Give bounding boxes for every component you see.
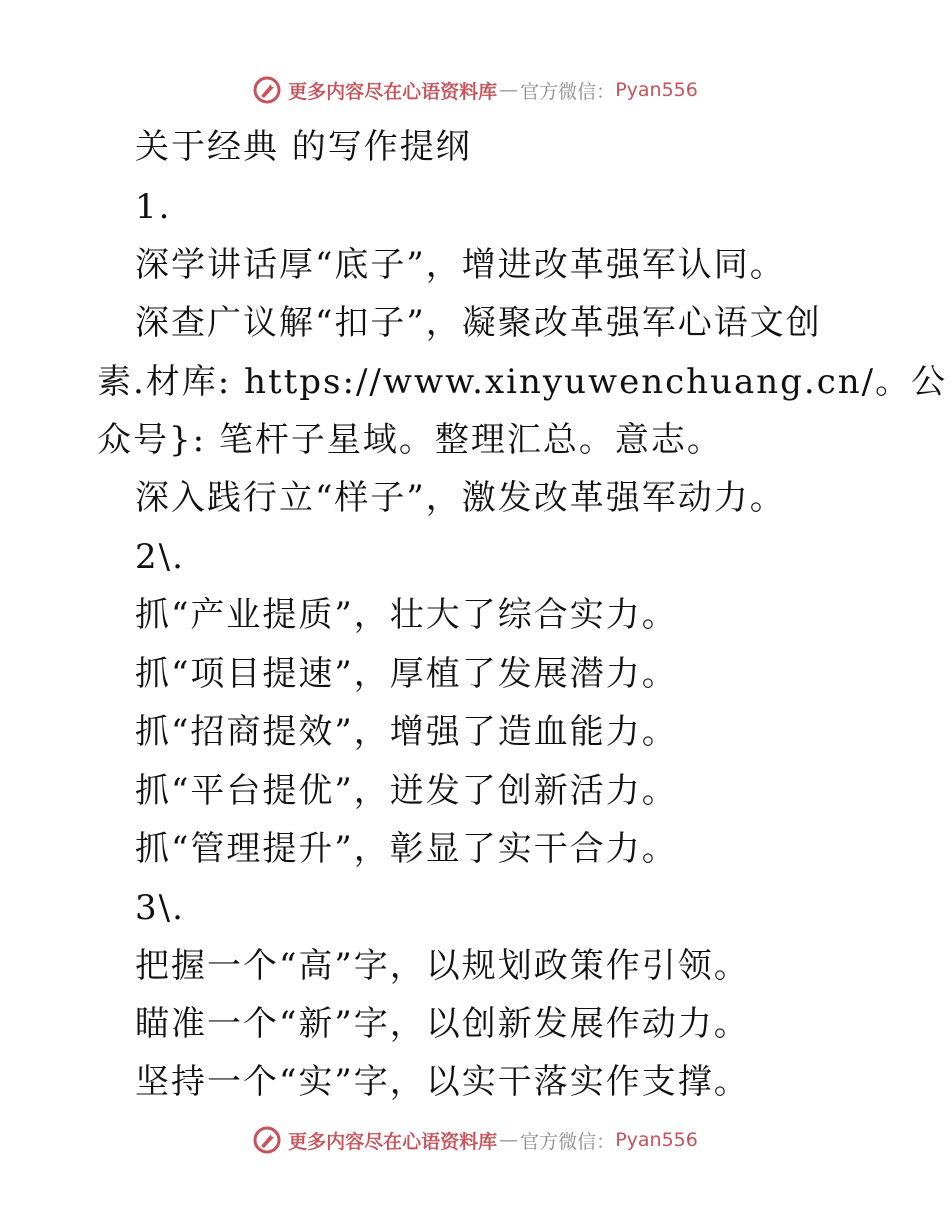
pen-nib-logo-icon bbox=[252, 1125, 282, 1155]
banner-wechat-id: Pyan556 bbox=[615, 79, 698, 101]
header-banner bbox=[0, 70, 950, 110]
document-line: 3\. bbox=[135, 888, 185, 928]
banner-wechat-id: Pyan556 bbox=[615, 1129, 698, 1151]
document-line: 抓“招商提效”，增强了造血能力。 bbox=[135, 712, 678, 752]
document-line: 瞄准一个“新”字，以创新发展作动力。 bbox=[135, 1004, 750, 1044]
document-line: 深学讲话厚“底子”，增进改革强军认同。 bbox=[135, 245, 786, 285]
document-line: 1. bbox=[135, 187, 172, 227]
banner-wechat-label: 官方微信： bbox=[520, 80, 616, 103]
document-line: 抓“管理提升”，彰显了实干合力。 bbox=[135, 829, 678, 869]
banner-wechat-label: 官方微信： bbox=[520, 1130, 616, 1153]
footer-banner bbox=[0, 1120, 950, 1160]
document-line: 抓“平台提优”，迸发了创新活力。 bbox=[135, 771, 678, 811]
document-line: 2\. bbox=[135, 537, 185, 577]
banner-separator: — bbox=[499, 1129, 519, 1151]
document-line: 素.材库: https://www.xinyuwenchuang.cn/。公 bbox=[97, 362, 948, 402]
banner-separator: — bbox=[499, 79, 519, 101]
document-line: 深查广议解“扣子”，凝聚改革强军心语文创 bbox=[135, 303, 822, 343]
banner-text: 更多内容尽在心语资料库 bbox=[288, 1130, 498, 1153]
document-title: 关于经典 的写作提纲 bbox=[135, 127, 472, 167]
document-line: 深入践行立“样子”，激发改革强军动力。 bbox=[135, 478, 786, 518]
document-line: 抓“项目提速”，厚植了发展潜力。 bbox=[135, 654, 678, 694]
document-line: 把握一个“高”字，以规划政策作引领。 bbox=[135, 946, 750, 986]
pen-nib-logo-icon bbox=[252, 75, 282, 105]
document-line: 坚持一个“实”字，以实干落实作支撑。 bbox=[135, 1062, 750, 1102]
document-line: 抓“产业提质”，壮大了综合实力。 bbox=[135, 595, 678, 635]
banner-text: 更多内容尽在心语资料库 bbox=[288, 80, 498, 103]
document-line: 众号}: 笔杆子星域。整理汇总。意志。 bbox=[97, 420, 723, 460]
